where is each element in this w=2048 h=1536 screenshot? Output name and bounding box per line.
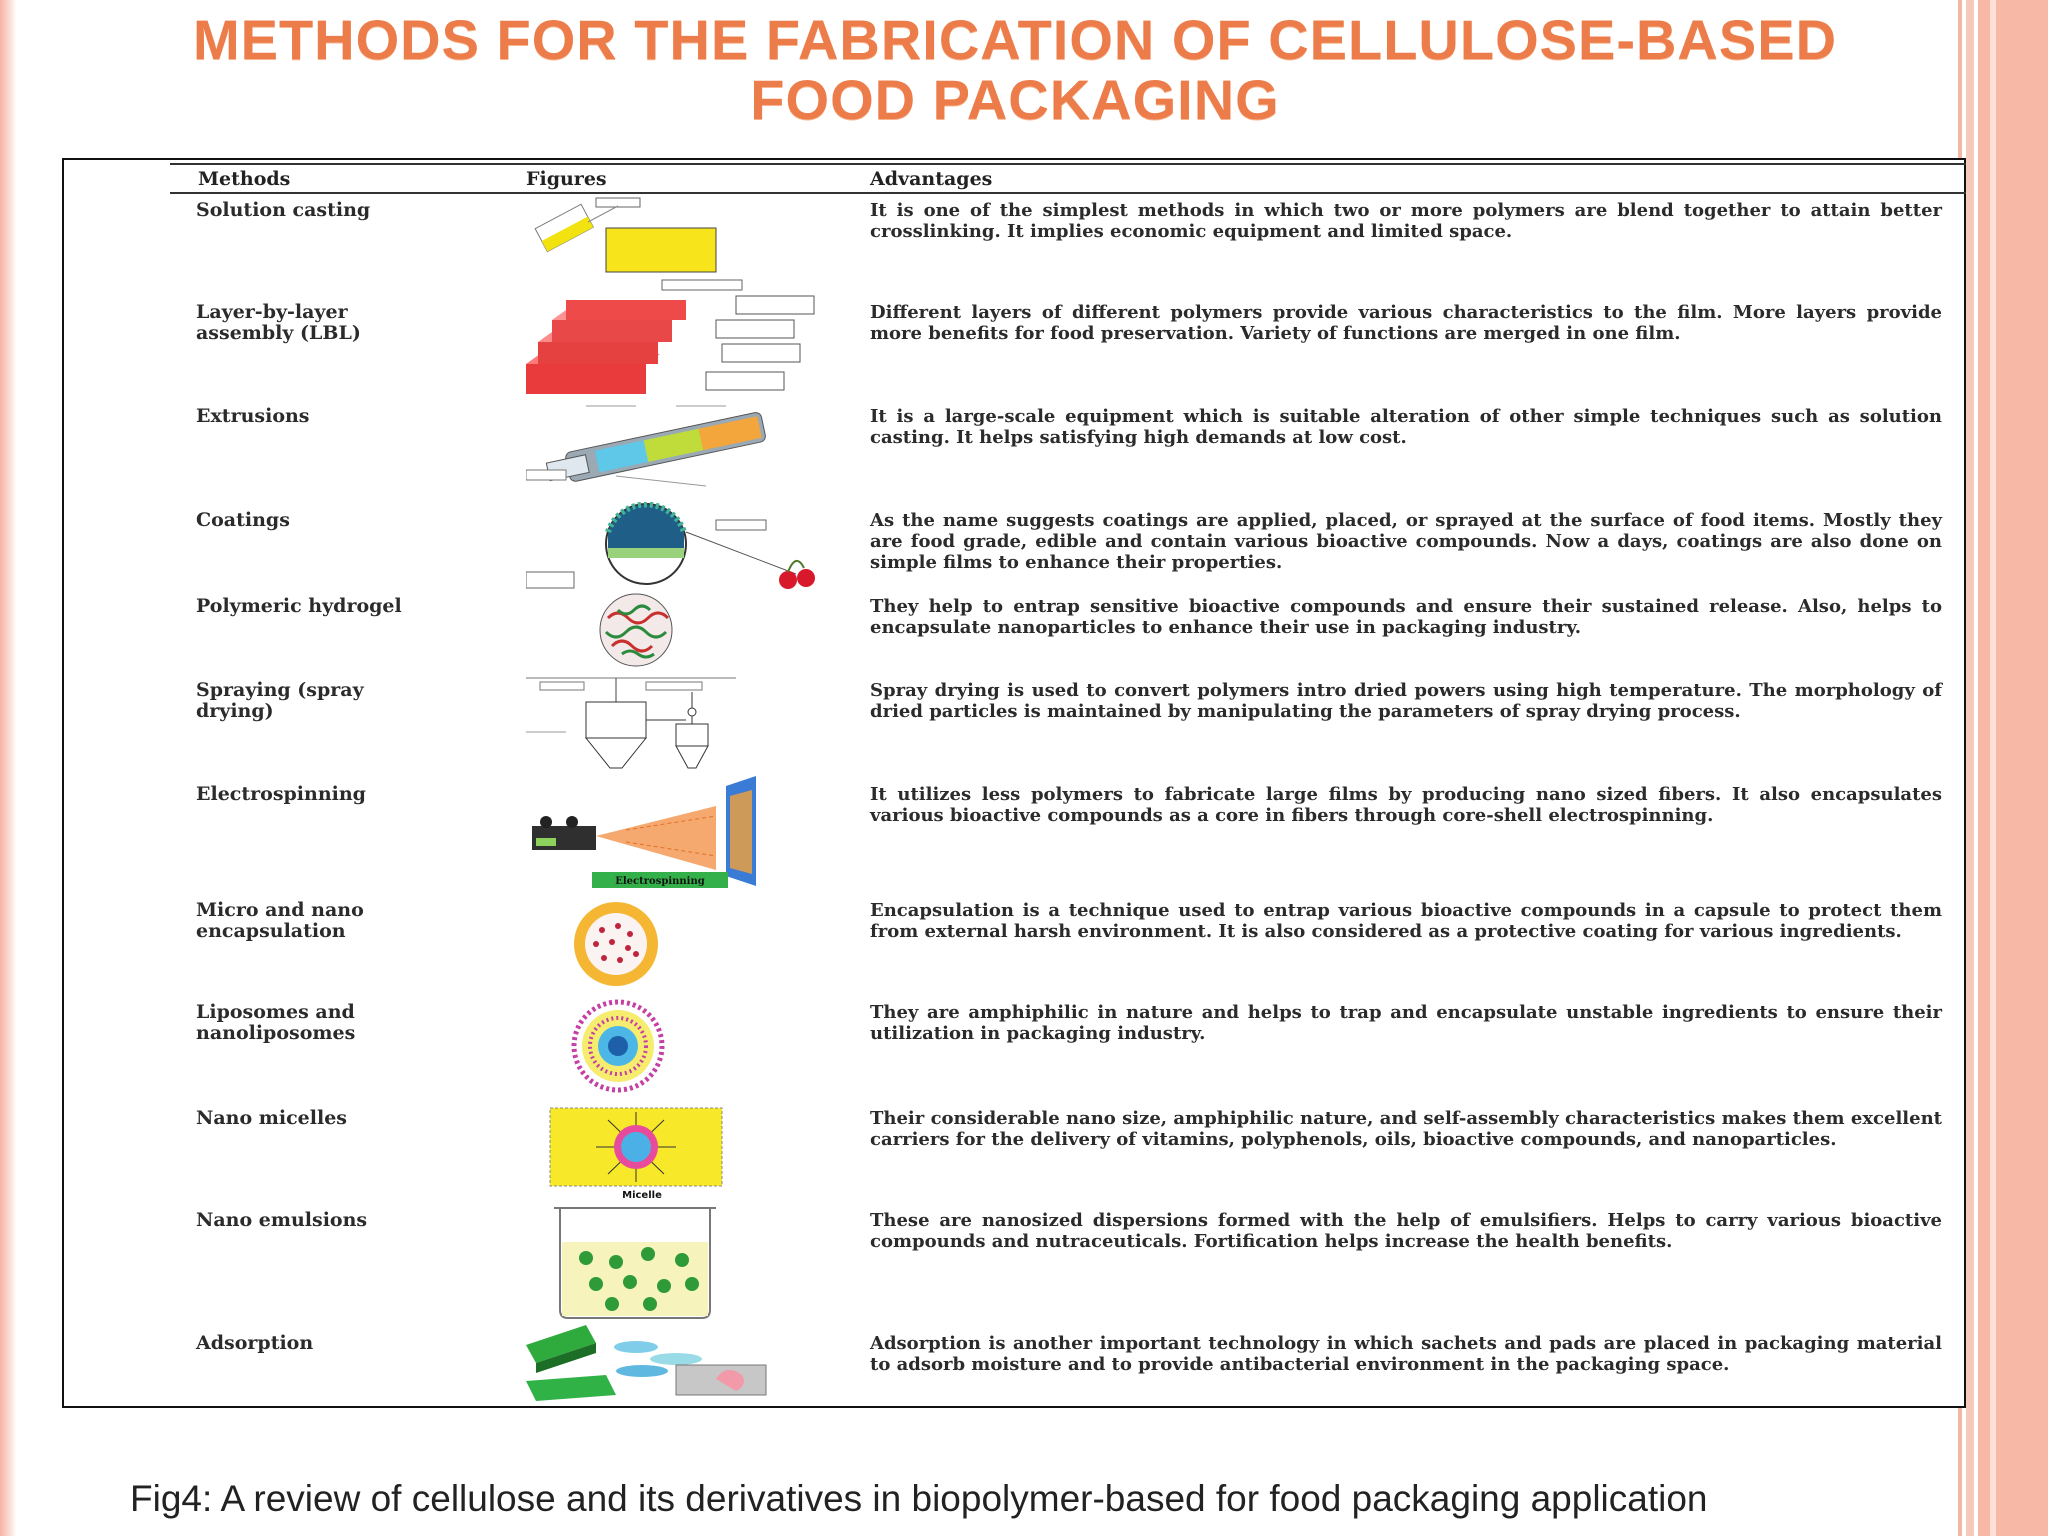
capsule-figure (526, 892, 726, 992)
right-border-highlight (1990, 0, 1996, 1536)
method-name: Polymeric hydrogel (196, 595, 402, 617)
layer-by-layer-figure (526, 294, 826, 404)
advantage-text: It is one of the simplest methods in which two or more polymers are blend together to attain better crosslinking. It implies economic equipment and limited space. (870, 200, 1942, 242)
method-name: Liposomes and nanoliposomes (196, 1001, 356, 1044)
header-advantages: Advantages (870, 168, 993, 190)
solution-casting-figure (526, 192, 766, 292)
header-methods: Methods (198, 168, 291, 190)
nanoemulsion-beaker-figure (526, 1202, 726, 1322)
left-edge-decoration (0, 0, 16, 1536)
method-name: Solution casting (196, 199, 371, 221)
adsorption-pad-figure (526, 1325, 786, 1401)
advantage-text: Encapsulation is a technique used to entrap various bioactive compounds in a capsule to protect them from external harsh environment. It is also considered as a protective coating for various ingredients. (870, 900, 1942, 942)
micelle-figure (526, 1100, 726, 1200)
method-name: Layer-by-layer assembly (LBL) (196, 301, 361, 344)
right-border-stripe (1966, 0, 1974, 1536)
electrospinning-figure (526, 776, 806, 896)
spray-dryer-figure (526, 672, 806, 782)
liposome-figure (526, 994, 726, 1094)
coating-figure (526, 502, 826, 592)
advantage-text: Adsorption is another important technology in which sachets and pads are placed in packaging material to adsorb moisture and to provide antibacterial environment in the packaging space. (870, 1333, 1942, 1375)
advantage-text: Their considerable nano size, amphiphilic nature, and self-assembly characteristics makes them excellent carriers for the delivery of vitamins, polyphenols, oils, bioactive compounds, and nanoparticles. (870, 1108, 1942, 1150)
right-border-band (1978, 0, 2048, 1536)
method-name: Extrusions (196, 405, 310, 427)
method-name: Electrospinning (196, 783, 366, 805)
method-name: Spraying (spray drying) (196, 679, 364, 722)
extruder-figure (526, 398, 786, 498)
advantage-text: Different layers of different polymers provide various characteristics to the film. More layers provide more benefits for food preservation. Variety of functions are merged in one film. (870, 302, 1942, 344)
figure-caption: Fig4: A review of cellulose and its derivatives in biopolymer-based for food packaging application (130, 1478, 1708, 1519)
table-top-rule (170, 163, 1966, 165)
method-name: Coatings (196, 509, 290, 531)
advantage-text: It utilizes less polymers to fabricate large films by producing nano sized fibers. It also encapsulates various bioactive compounds as a core in fibers through core-shell electrospinning. (870, 784, 1942, 826)
electrospinning-label: Electrospinning (615, 876, 705, 887)
method-name: Micro and nano encapsulation (196, 899, 364, 942)
advantage-text: It is a large-scale equipment which is suitable alteration of other simple techniques such as solution casting. It helps satisfying high demands at low cost. (870, 406, 1942, 448)
advantage-text: Spray drying is used to convert polymers intro dried powers using high temperature. The morphology of dried particles is maintained by manipulating the parameters of spray drying process. (870, 680, 1942, 722)
advantage-text: They are amphiphilic in nature and helps to trap and encapsulate unstable ingredients to ensure their utilization in packaging industry. (870, 1002, 1942, 1044)
table-header-rule (170, 192, 1966, 194)
advantage-text: These are nanosized dispersions formed with the help of emulsifiers. Helps to carry various bioactive compounds and nutraceuticals. Fortification helps increase the health benefits. (870, 1210, 1942, 1252)
micelle-label: Micelle (622, 1190, 662, 1200)
slide-title: METHODS FOR THE FABRICATION OF CELLULOSE-BASED FOOD PACKAGING (192, 8, 1838, 131)
method-name: Nano emulsions (196, 1209, 368, 1231)
hydrogel-figure (526, 588, 726, 668)
method-name: Nano micelles (196, 1107, 347, 1129)
advantage-text: They help to entrap sensitive bioactive compounds and ensure their sustained release. Also, helps to encapsulate nanoparticles to enhance their use in packaging industry. (870, 596, 1942, 638)
header-figures: Figures (526, 168, 607, 190)
advantage-text: As the name suggests coatings are applied, placed, or sprayed at the surface of food items. Mostly they are food grade, edible and contain various bioactive compounds. Now a days, coatings are also done on simple films to enhance their properties. (870, 510, 1942, 573)
method-name: Adsorption (196, 1332, 314, 1354)
